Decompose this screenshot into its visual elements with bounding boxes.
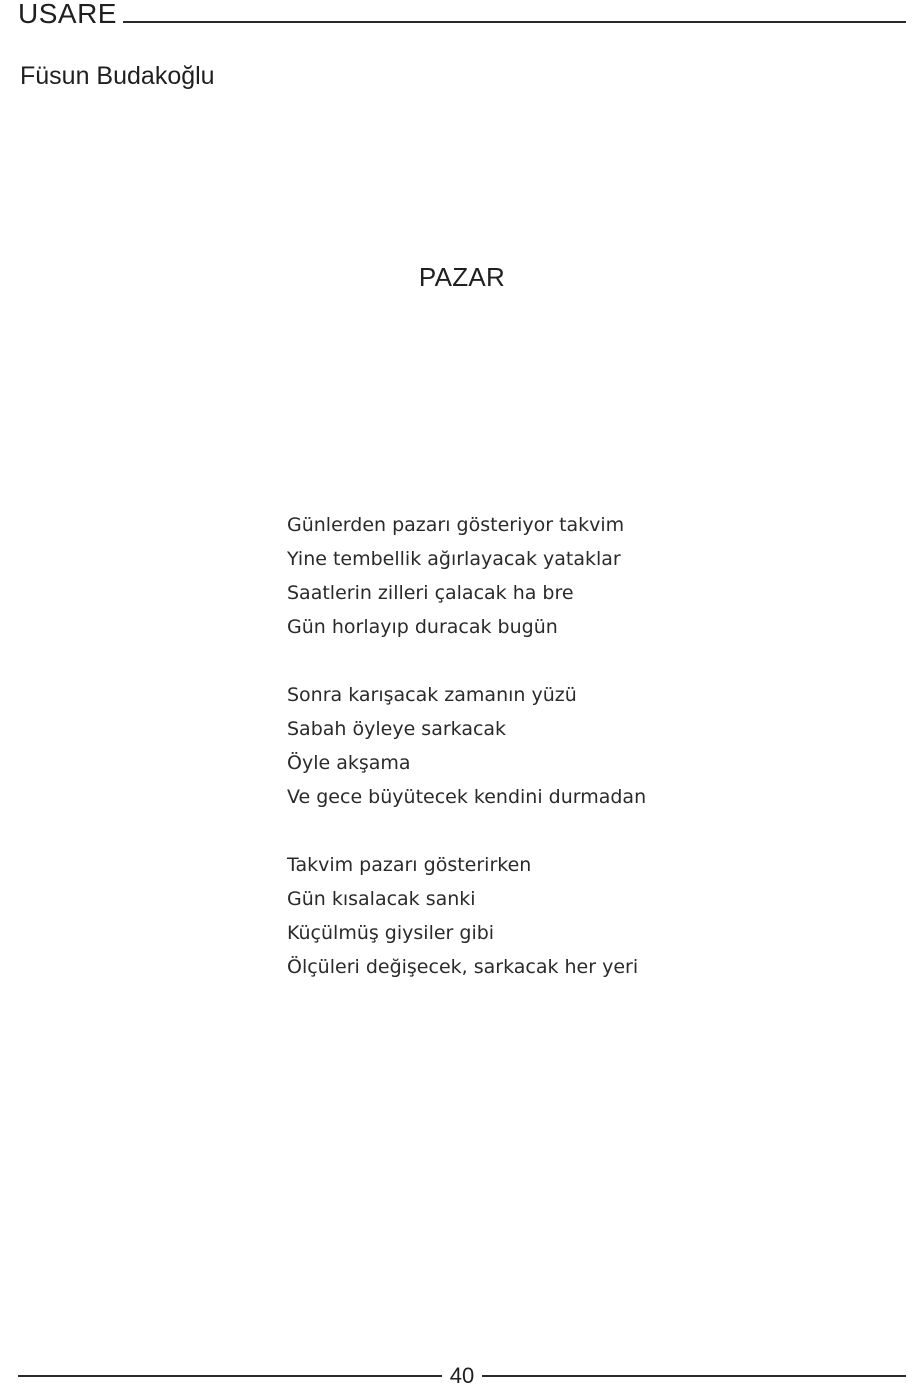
poem-line: Saatlerin zilleri çalacak ha bre — [287, 582, 574, 604]
poem-line: Öyle akşama — [287, 752, 411, 774]
poem-line: Sabah öyleye sarkacak — [287, 718, 507, 740]
author-name: Füsun Budakoğlu — [20, 62, 215, 90]
poem-line: Ölçüleri değişecek, sarkacak her yeri — [287, 956, 639, 978]
poem-line: Takvim pazarı gösterirken — [287, 854, 532, 876]
poem-line: Gün kısalacak sanki — [287, 888, 476, 910]
footer-rule-left — [18, 1375, 442, 1377]
poem-body — [287, 508, 646, 1018]
poem-title: PAZAR — [418, 262, 506, 292]
stanza-2 — [287, 678, 646, 814]
poem-line: Sonra karışacak zamanın yüzü — [287, 684, 577, 706]
page-number: 40 — [449, 1363, 475, 1388]
poem-line: Küçülmüş giysiler gibi — [287, 922, 495, 944]
stanza-3 — [287, 848, 646, 984]
page-header — [18, 0, 906, 29]
poem-line: Ve gece büyütecek kendini durmadan — [287, 786, 647, 808]
header-rule — [123, 21, 906, 23]
poem-line: Yine tembellik ağırlayacak yataklar — [287, 548, 621, 570]
poem-line: Günlerden pazarı gösteriyor takvim — [287, 514, 625, 536]
poem-line: Gün horlayıp duracak bugün — [287, 616, 558, 638]
page-footer — [18, 1362, 906, 1390]
stanza-1 — [287, 508, 646, 644]
journal-title: USARE — [18, 0, 117, 29]
footer-rule-right — [482, 1375, 906, 1377]
